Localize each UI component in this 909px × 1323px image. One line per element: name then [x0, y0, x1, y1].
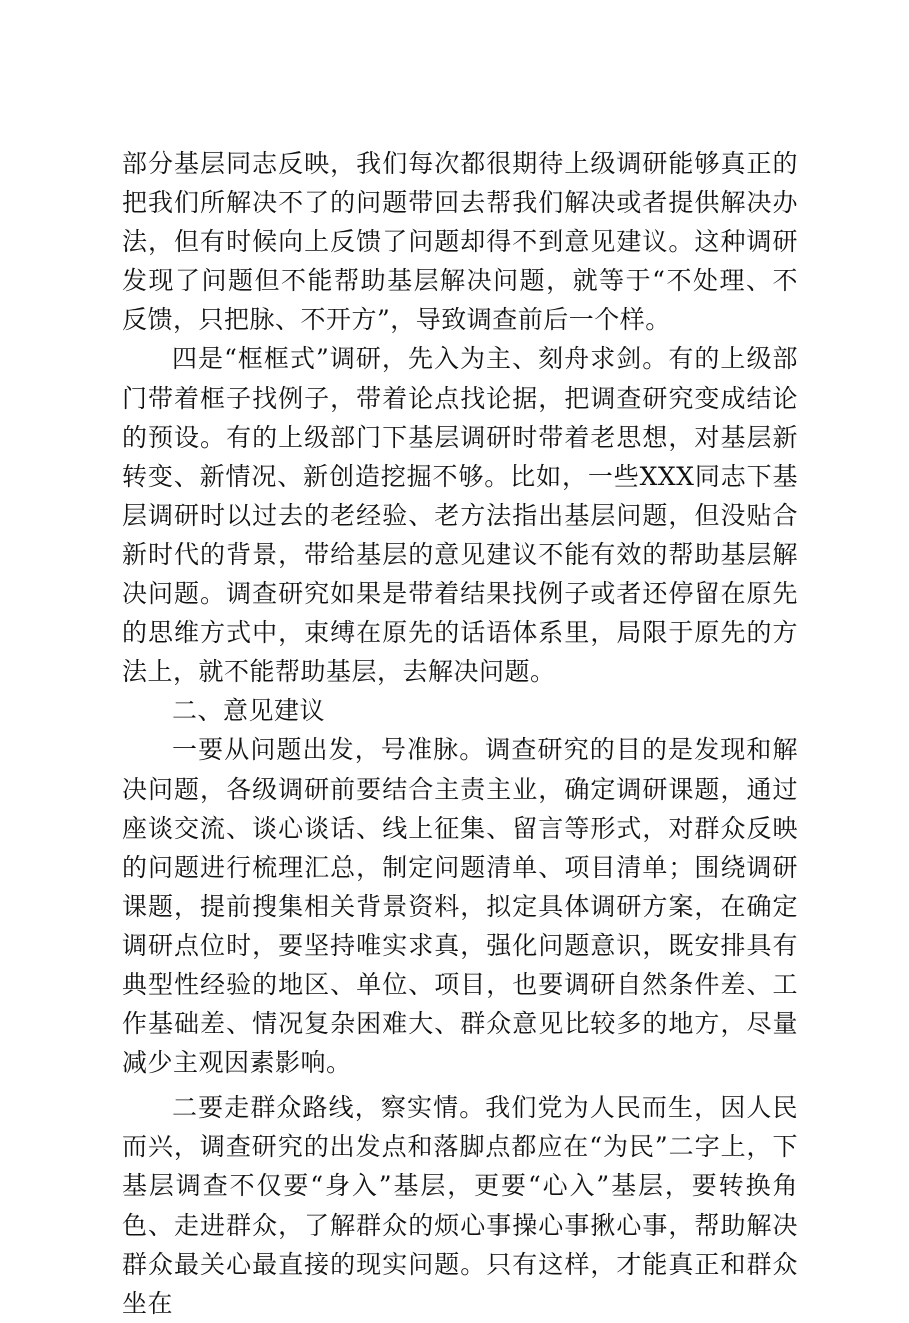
paragraph-suggestion-one: 一要从问题出发，号准脉。调查研究的目的是发现和解决问题，各级调研前要结合主责主业，确定调研课题，通过座谈交流、谈心谈话、线上征集、留言等形式，对群众反映的问题进行梳理汇总，制定问题清单、项目清单；围绕调研课题，提前搜集相关背景资料，拟定具体调研方案，在确定调研点位时，要坚持唯实求真，强化问题意识，既安排具有典型性经验的地区、单位、项目，也要调研自然条件差、工作基础差、情况复杂困难大、群众意见比较多的地方，尽量减少主观因素影响。	[122, 735, 798, 1078]
paragraph-suggestion-two: 二要走群众路线，察实情。我们党为人民而生，因人民而兴，调查研究的出发点和落脚点都应在“为民”二字上，下基层调查不仅要“身入”基层，更要“心入”基层，要转换角色、走进群众，了解群众的烦心事操心事揪心事，帮助解决群众最关心最直接的现实问题。只有这样，才能真正和群众坐在	[122, 1093, 798, 1318]
paragraph-framework-research: 四是“框框式”调研，先入为主、刻舟求剑。有的上级部门带着框子找例子，带着论点找论据，把调查研究变成结论的预设。有的上级部门下基层调研时带着老思想，对基层新转变、新情况、新创造挖掘不够。比如，一些XXX同志下基层调研时以过去的老经验、老方法指出基层问题，但没贴合新时代的背景，带给基层的意见建议不能有效的帮助基层解决问题。调查研究如果是带着结果找例子或者还停留在原先的思维方式中，束缚在原先的话语体系里，局限于原先的方法上，就不能帮助基层，去解决问题。	[122, 344, 798, 687]
document-body	[122, 144, 798, 1323]
paragraph-continuation: 部分基层同志反映，我们每次都很期待上级调研能够真正的把我们所解决不了的问题带回去帮我们解决或者提供解决办法，但有时候向上反馈了问题却得不到意见建议。这种调研发现了问题但不能帮助基层解决问题，就等于“不处理、不反馈，只把脉、不开方”，导致调查前后一个样。	[122, 149, 798, 335]
section-heading-suggestions: 二、意见建议	[172, 696, 326, 726]
